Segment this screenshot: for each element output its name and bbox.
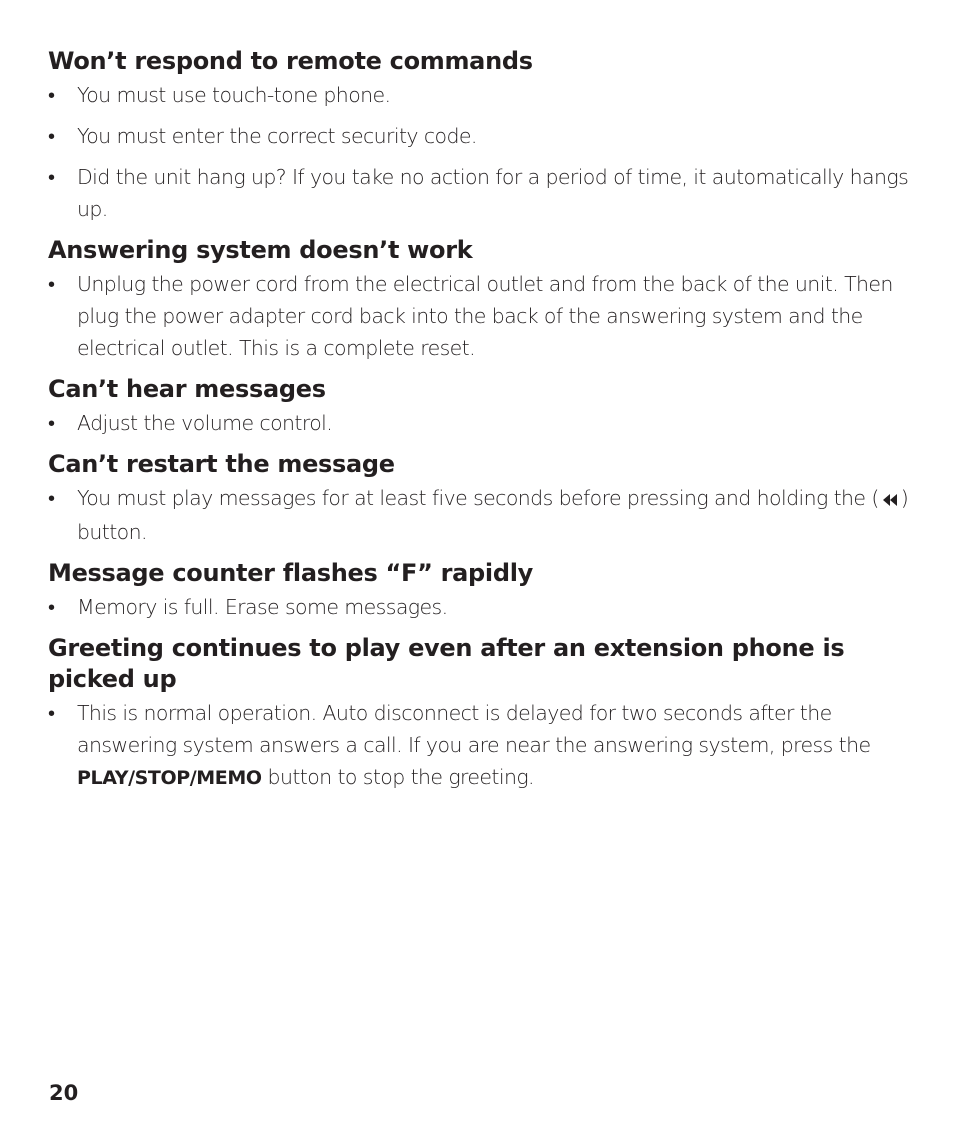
- section-heading: Can’t restart the message: [48, 450, 395, 478]
- section-answering-system: [48, 235, 918, 364]
- section-restart-message: [48, 449, 918, 548]
- bullet-glyph: •: [48, 124, 55, 148]
- bullet-glyph: •: [48, 165, 55, 189]
- bullet-glyph: •: [48, 272, 55, 296]
- list-item: [48, 120, 918, 152]
- list-item: [48, 407, 918, 439]
- list-item-text: Unplug the power cord from the electrical outlet and from the back of the unit. Then plug the power adapter cord back into the back of the answering system and the electrical outlet. This is a complete reset.: [77, 272, 893, 360]
- bullet-list: [48, 268, 918, 364]
- list-item-text: You must play messages for at least five seconds before pressing and holding the (: [77, 486, 879, 510]
- bullet-glyph: •: [48, 595, 55, 619]
- bullet-list: [48, 591, 918, 623]
- list-item-text: You must use touch-tone phone.: [77, 83, 391, 107]
- bullet-list: [48, 697, 918, 794]
- bullet-list: [48, 482, 918, 548]
- list-item: [48, 79, 918, 111]
- rewind-icon: [883, 490, 897, 509]
- list-item-text: Memory is full. Erase some messages.: [77, 595, 448, 619]
- section-heading: Answering system doesn’t work: [48, 236, 473, 264]
- section-hear-messages: [48, 374, 918, 439]
- list-item-text: ) button.: [77, 486, 909, 544]
- page-number: 20: [49, 1081, 79, 1105]
- list-item: [48, 161, 918, 225]
- list-item-text: This is normal operation. Auto disconnect is delayed for two seconds after the answering system answers a call. If you are near the answering system, press the: [77, 701, 871, 757]
- section-heading: Can’t hear messages: [48, 375, 326, 403]
- troubleshooting-page: [48, 46, 918, 804]
- bullet-glyph: •: [48, 411, 55, 435]
- bullet-glyph: •: [48, 83, 55, 107]
- bullet-list: [48, 407, 918, 439]
- section-heading: Won’t respond to remote commands: [48, 47, 533, 75]
- section-counter-flashes: [48, 558, 918, 623]
- list-item-text: You must enter the correct security code.: [77, 124, 477, 148]
- section-heading: Greeting continues to play even after an extension phone is picked up: [48, 634, 845, 693]
- list-item: [48, 482, 918, 548]
- list-item-text: Adjust the volume control.: [77, 411, 333, 435]
- section-heading: Message counter flashes “F” rapidly: [48, 559, 534, 587]
- bullet-glyph: •: [48, 701, 55, 725]
- bullet-glyph: •: [48, 486, 55, 510]
- section-remote-commands: [48, 46, 918, 225]
- list-item-text: Did the unit hang up? If you take no action for a period of time, it automatically hangs up.: [77, 165, 909, 221]
- bullet-list: [48, 79, 918, 225]
- section-greeting-continues: [48, 633, 918, 794]
- play-stop-memo-label: PLAY/STOP/MEMO: [77, 767, 262, 789]
- list-item: [48, 591, 918, 623]
- list-item: [48, 697, 918, 794]
- list-item: [48, 268, 918, 364]
- list-item-text: button to stop the greeting.: [267, 765, 534, 789]
